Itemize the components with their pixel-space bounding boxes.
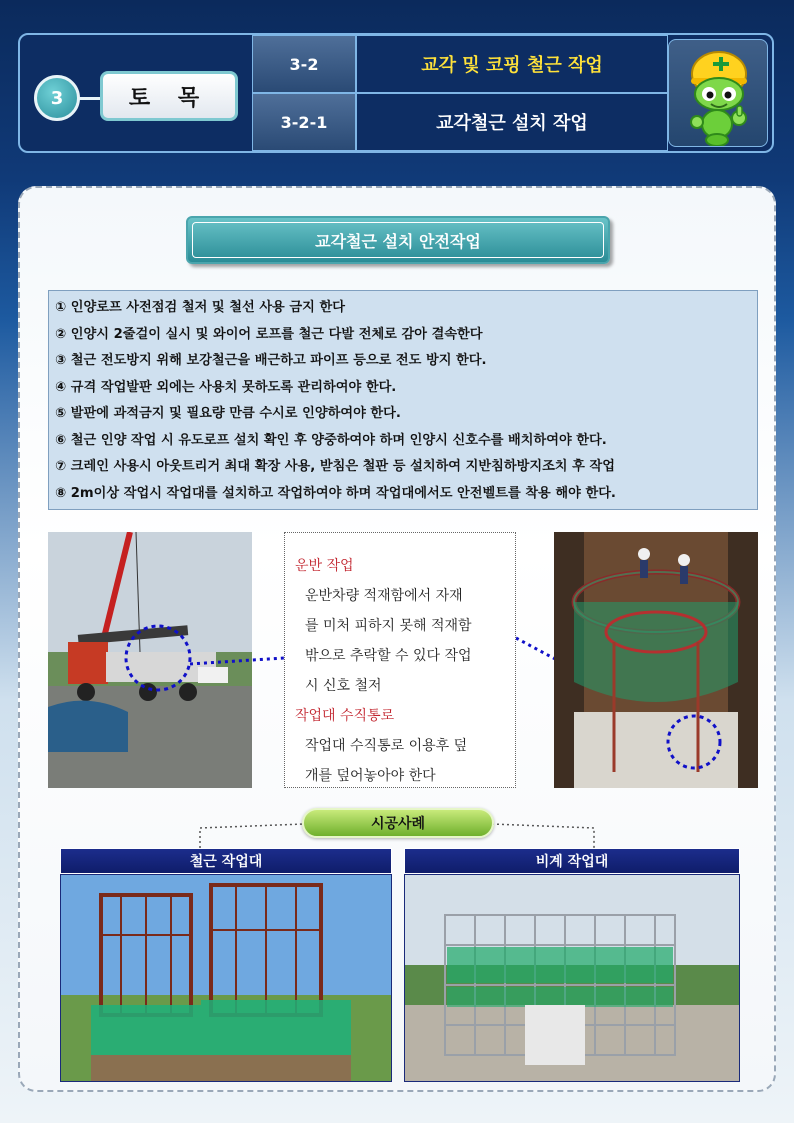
rule-item: ③ 철근 전도방지 위해 보강철근을 배근하고 파이프 등으로 전도 방지 한다. — [55, 353, 487, 368]
rule-item: ⑥ 철근 인양 작업 시 유도로프 설치 확인 후 양중하여야 하며 인양시 신호수를 배치하여야 한다. — [55, 432, 607, 448]
content-panel — [18, 186, 776, 1092]
photo-rebar-cage — [554, 532, 758, 788]
note-line: 밖으로 추락할 수 있다 작업 — [305, 648, 472, 664]
caption-scaffold-platform: 비계 작업대 — [404, 848, 740, 874]
note-line: 시 신호 철저 — [305, 678, 382, 694]
mascot-panel — [668, 39, 768, 147]
category-label: 토 목 — [100, 71, 238, 121]
rule-item: ⑦ 크레인 사용시 아웃트리거 최대 확장 사용, 받침은 철판 등 설치하여 지반침하방지조치 후 작업 — [55, 459, 615, 474]
note-heading-transport: 운반 작업 — [295, 558, 354, 574]
rule-item: ⑧ 2m이상 작업시 작업대를 설치하고 작업하여야 하며 작업대에서도 안전벨트를 착용 해야 한다. — [55, 485, 616, 501]
header-grid — [252, 35, 668, 151]
badge-connector — [78, 97, 102, 100]
section-title: 교각철근 설치 안전작업 — [186, 216, 610, 264]
note-line: 를 미처 피하지 못해 적재함 — [305, 618, 472, 634]
section-number-badge: 3 — [34, 75, 80, 121]
safety-rules-box — [48, 290, 758, 510]
rule-item: ② 인양시 2줄걸이 실시 및 와이어 로프를 철근 다발 전체로 감아 결속한다 — [55, 326, 483, 342]
rule-item: ④ 규격 작업발판 외에는 사용치 못하도록 관리하여야 한다. — [55, 379, 397, 395]
header-panel — [18, 33, 774, 153]
examples-label: 시공사례 — [302, 808, 494, 838]
code-main: 3-2 — [252, 35, 356, 93]
note-line: 개를 덮어놓아야 한다 — [305, 768, 436, 784]
photo-crane-truck — [48, 532, 252, 788]
caption-rebar-platform: 철근 작업대 — [60, 848, 392, 874]
note-line: 작업대 수직통로 이용후 덮 — [305, 738, 468, 754]
rule-item: ① 인양로프 사전점검 철저 및 철선 사용 금지 한다 — [55, 300, 345, 315]
title-sub: 교각철근 설치 작업 — [356, 93, 668, 151]
photo-scaffold-platform — [404, 874, 740, 1082]
rule-item: ⑤ 발판에 과적금지 및 필요량 만큼 수시로 인양하여야 한다. — [55, 406, 401, 421]
hazard-note-box — [284, 532, 516, 788]
mascot-icon — [669, 40, 767, 146]
photo-rebar-platform — [60, 874, 392, 1082]
title-main: 교각 및 코핑 철근 작업 — [356, 35, 668, 93]
note-line: 운반차량 적재함에서 자재 — [305, 588, 463, 604]
code-sub: 3-2-1 — [252, 93, 356, 151]
note-heading-vertical-passage: 작업대 수직통로 — [295, 708, 395, 724]
